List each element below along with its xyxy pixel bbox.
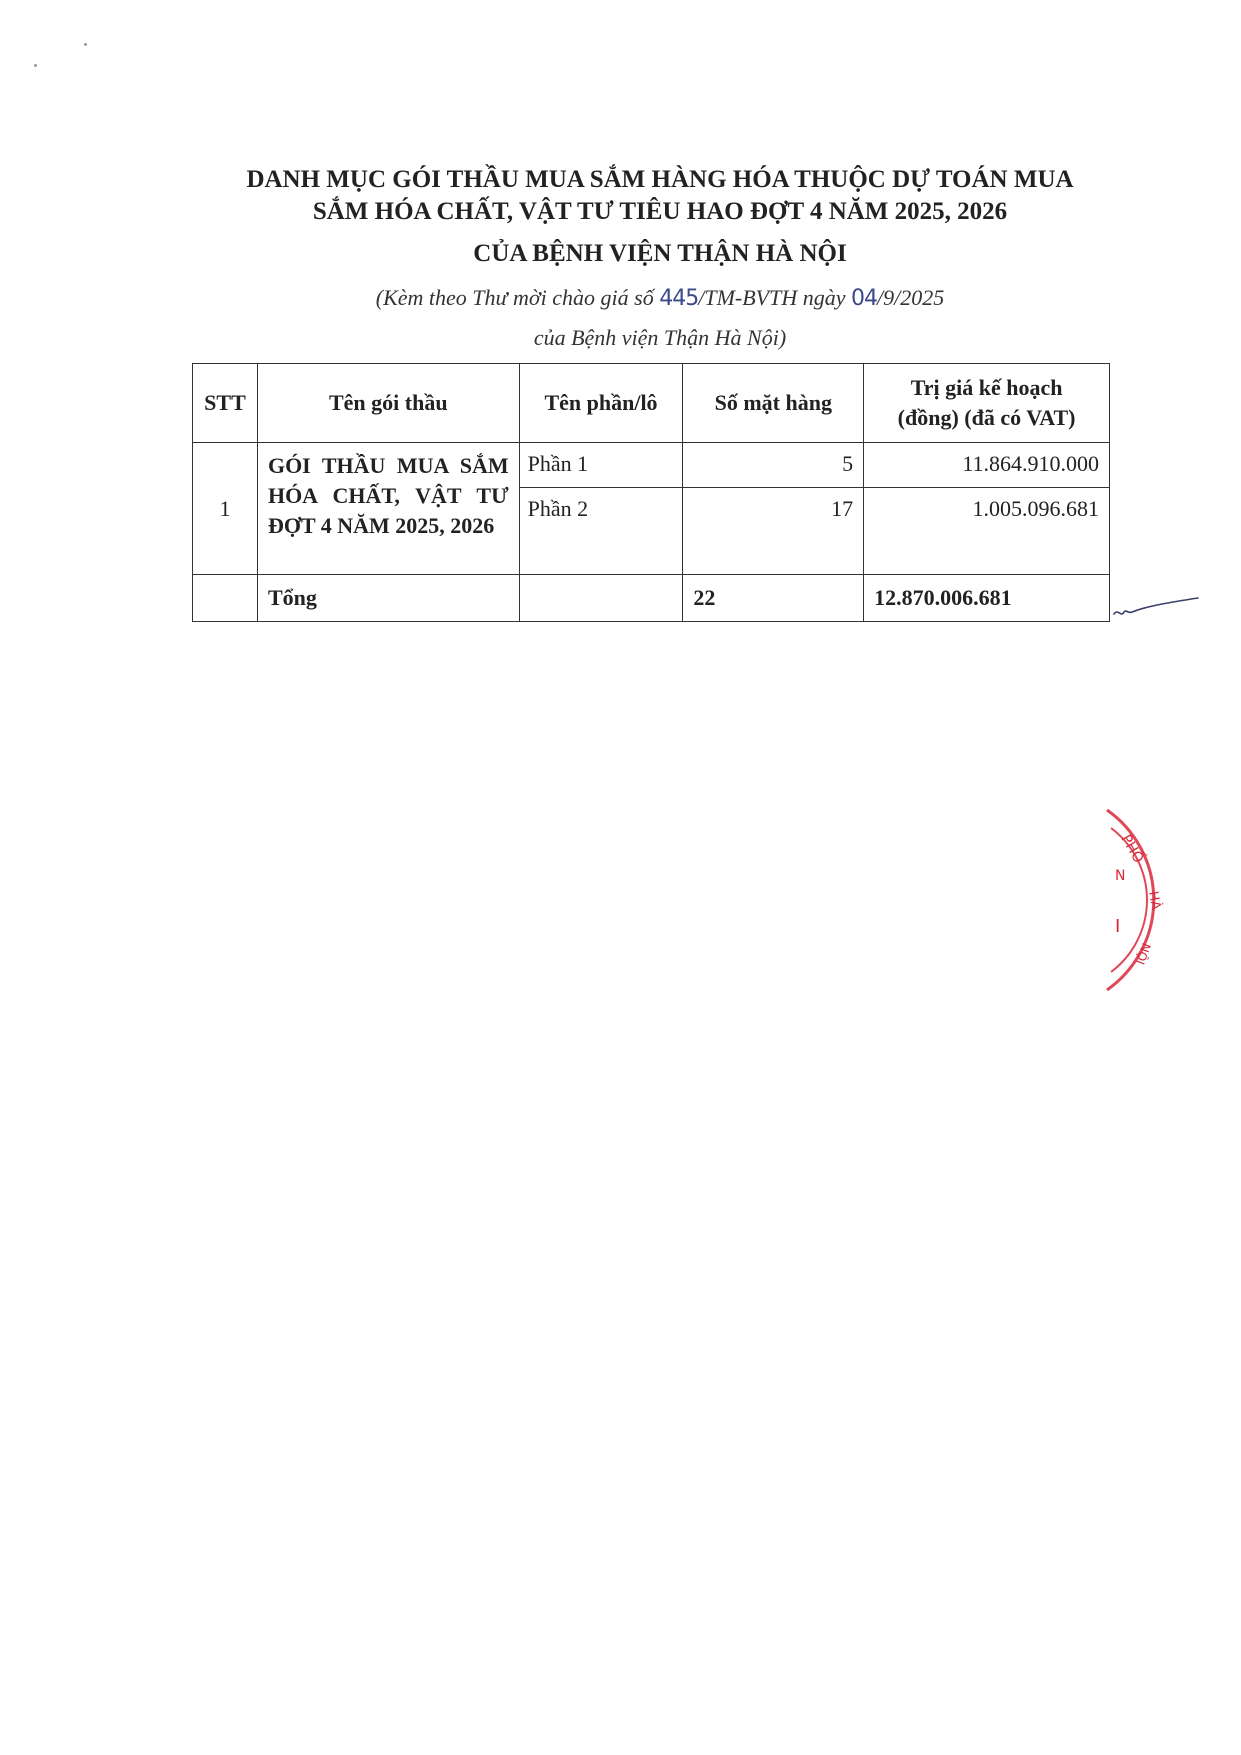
- total-empty-part: [519, 575, 683, 622]
- stt-cell: 1: [193, 443, 258, 575]
- column-header-package-name: Tên gói thầu: [257, 364, 519, 443]
- column-header-plan-value: Trị giá kế hoạch (đồng) (đã có VAT): [864, 364, 1110, 443]
- column-header-part: Tên phần/lô: [519, 364, 683, 443]
- reference-line: [150, 285, 1170, 311]
- bid-package-table: [192, 363, 1110, 622]
- item-count-cell: 17: [683, 488, 864, 575]
- table-row: [193, 443, 1110, 488]
- red-seal-stamp-icon: [1085, 800, 1195, 1000]
- column-header-item-count: Số mặt hàng: [683, 364, 864, 443]
- scan-speck: [84, 43, 87, 46]
- total-empty-stt: [193, 575, 258, 622]
- column-header-stt: STT: [193, 364, 258, 443]
- document-title-line-3: CỦA BỆNH VIỆN THẬN HÀ NỘI: [473, 240, 847, 267]
- svg-text:PHỐ: PHỐ: [1117, 832, 1147, 866]
- reference-suffix: /9/2025: [876, 285, 945, 310]
- reference-line-2: của Bệnh viện Thận Hà Nội): [533, 325, 787, 350]
- handwritten-ref-day: 04: [850, 286, 877, 311]
- document-title-line-1: DANH MỤC GÓI THẦU MUA SẮM HÀNG HÓA THUỘC DỰ TOÁN MUA: [246, 166, 1074, 193]
- svg-text:NỘI: NỘI: [1132, 940, 1154, 967]
- plan-value-cell: 11.864.910.000: [864, 443, 1110, 488]
- total-plan-value: 12.870.006.681: [864, 575, 1110, 622]
- item-count-cell: 5: [683, 443, 864, 488]
- reference-prefix: (Kèm theo Thư mời chào giá số: [375, 285, 660, 310]
- total-row: [193, 575, 1110, 622]
- svg-text:I: I: [1115, 916, 1121, 937]
- svg-text:N: N: [1115, 868, 1126, 884]
- reference-middle: /TM-BVTH ngày: [698, 285, 851, 310]
- total-item-count: 22: [683, 575, 864, 622]
- part-name-cell: Phần 2: [519, 488, 683, 575]
- total-label: Tổng: [257, 575, 519, 622]
- scan-speck: [34, 64, 37, 67]
- plan-value-cell: 1.005.096.681: [864, 488, 1110, 575]
- initial-signature-icon: [1112, 592, 1202, 622]
- svg-text:HÀ: HÀ: [1145, 890, 1164, 912]
- handwritten-ref-number: 445: [659, 286, 699, 311]
- table-header-row: [193, 364, 1110, 443]
- document-title-line-2: SẮM HÓA CHẤT, VẬT TƯ TIÊU HAO ĐỢT 4 NĂM 2025, 2026: [312, 198, 1008, 225]
- part-name-cell: Phần 1: [519, 443, 683, 488]
- package-name-cell: GÓI THẦU MUA SẮM HÓA CHẤT, VẬT TƯ ĐỢT 4 NĂM 2025, 2026: [257, 443, 519, 575]
